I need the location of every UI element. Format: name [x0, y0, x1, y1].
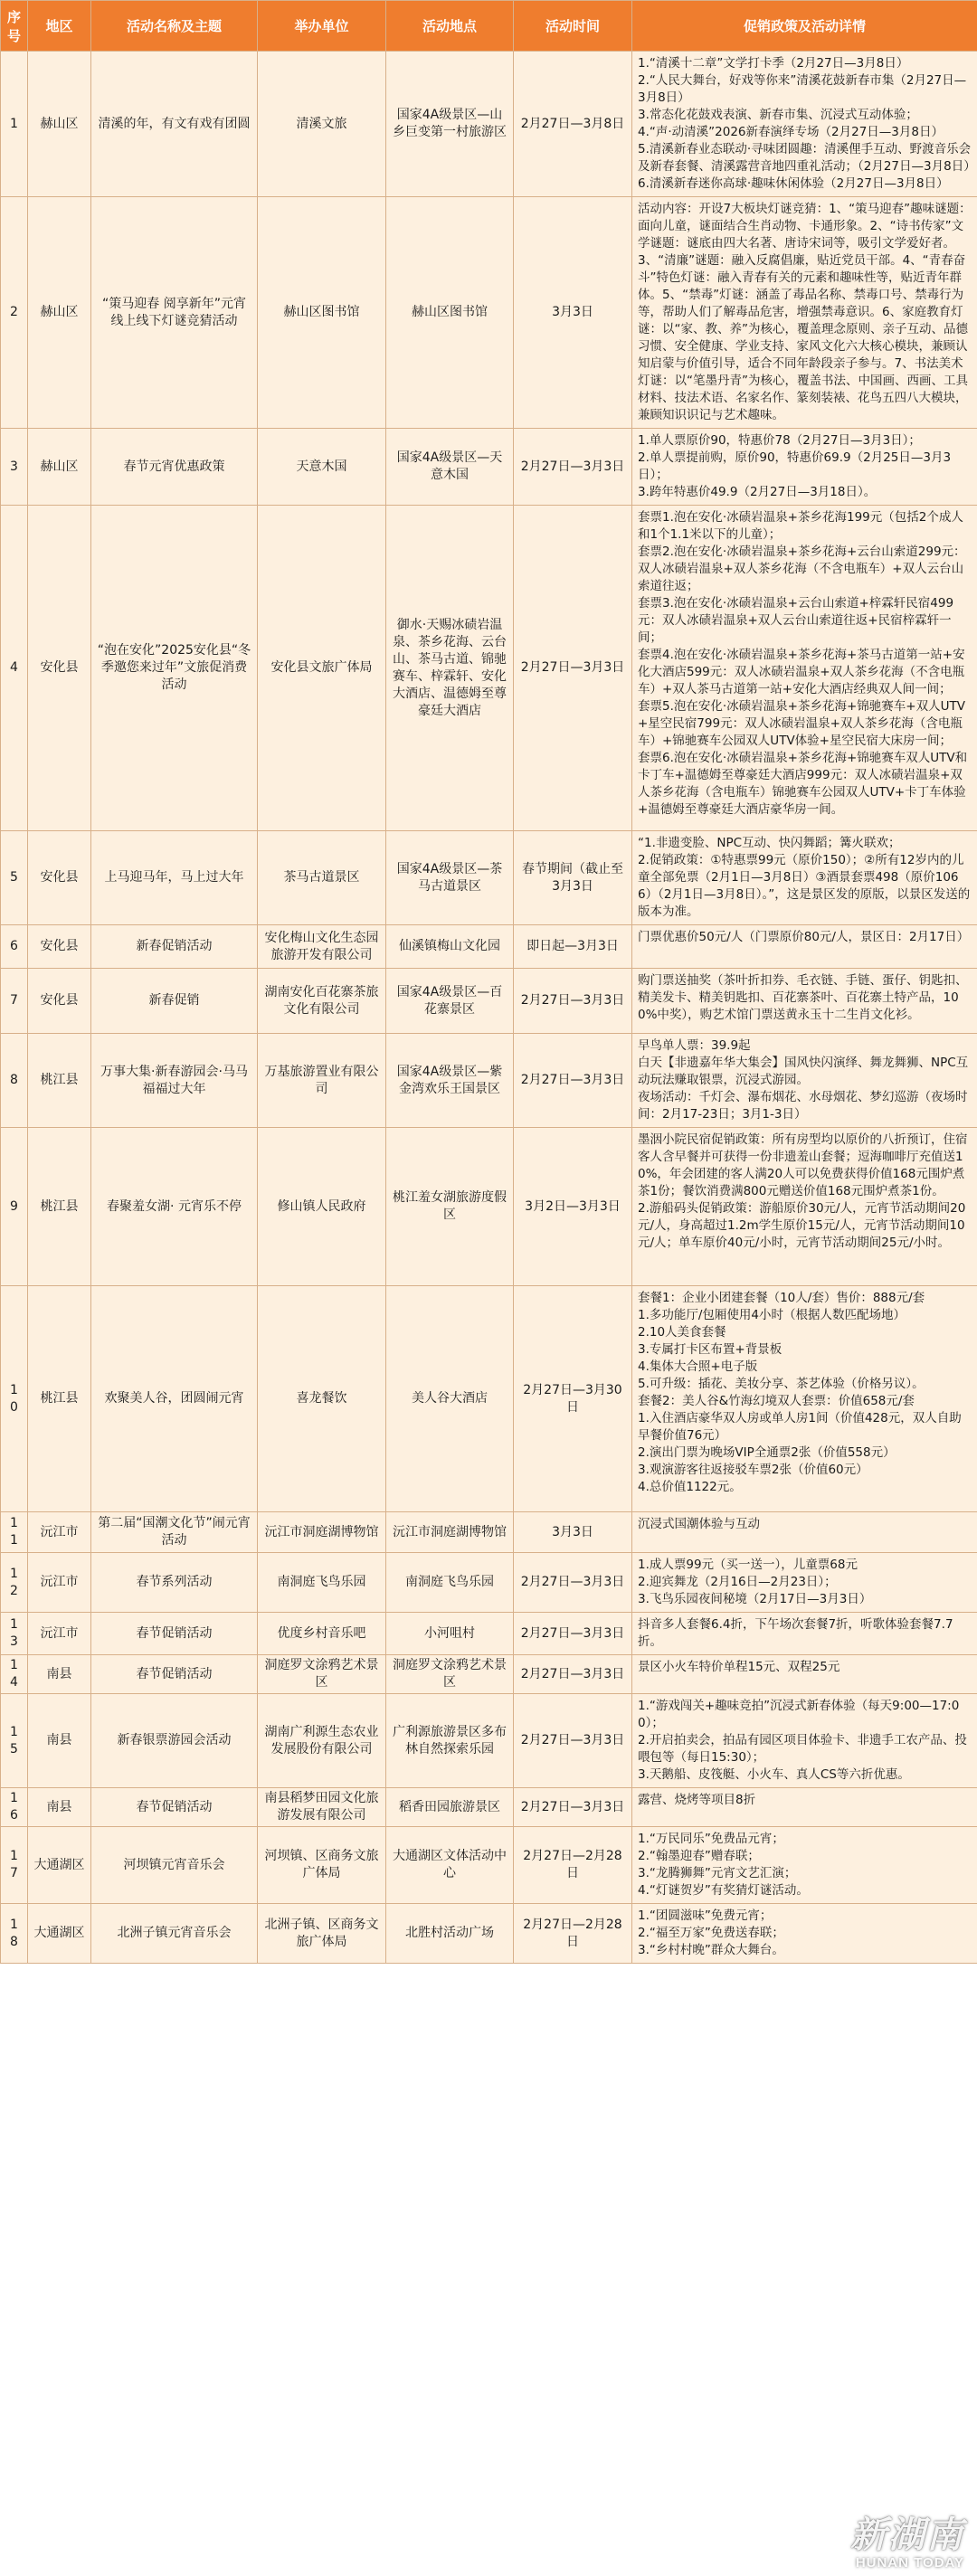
- detail-line: 3.观演游客往返接驳车票2张（价值60元）: [638, 1463, 868, 1477]
- table-row: [1, 1788, 977, 1827]
- row-venue: 小河咀村: [386, 1613, 514, 1655]
- row-details: [632, 1788, 977, 1827]
- row-venue: 国家4A级景区—紫金湾欢乐王国景区: [386, 1034, 514, 1128]
- header-details: 促销政策及活动详情: [632, 1, 977, 52]
- detail-line: 5.清溪新春业态联动·寻味团圆趣：清溪俚手互动、野渡音乐会及新春套餐、清溪露营音地四重礼活动；（2月27日—3月8日）: [638, 142, 976, 174]
- row-details: [632, 429, 977, 506]
- row-details: [632, 1613, 977, 1655]
- row-details: [632, 1827, 977, 1904]
- row-organizer: 茶马古道景区: [258, 831, 386, 925]
- row-event-name: 上马迎马年，马上过大年: [91, 831, 258, 925]
- row-event-name: 春节系列活动: [91, 1553, 258, 1613]
- table-row: [1, 1655, 977, 1694]
- table-row: [1, 429, 977, 506]
- row-index: 9: [1, 1128, 28, 1286]
- row-organizer: 沅江市洞庭湖博物馆: [258, 1512, 386, 1553]
- row-organizer: 河坝镇、区商务文旅广体局: [258, 1827, 386, 1904]
- row-region: 安化县: [28, 831, 91, 925]
- row-index: 14: [1, 1655, 28, 1694]
- detail-line: 露营、烧烤等项目8折: [638, 1793, 756, 1807]
- row-details: [632, 1286, 977, 1512]
- row-region: 赫山区: [28, 52, 91, 197]
- row-organizer: 北洲子镇、区商务文旅广体局: [258, 1904, 386, 1964]
- row-details: [632, 52, 977, 197]
- row-organizer: 安化县文旅广体局: [258, 506, 386, 831]
- row-venue: 御水·天赐冰碛岩温泉、茶乡花海、云台山、茶马古道、锦驰赛车、梓霖轩、安化大酒店、温德姆至尊豪廷大酒店: [386, 506, 514, 831]
- row-event-name: 春节促销活动: [91, 1655, 258, 1694]
- row-organizer: 南洞庭飞鸟乐园: [258, 1553, 386, 1613]
- table-row: [1, 197, 977, 429]
- detail-line: 2.游船码头促销政策：游船原价30元/人，元宵节活动期间20元/人，身高超过1.2m学生原价15元/人，元宵节活动期间10元/人；单车原价40元/小时，元宵节活动期间25元/小时。: [638, 1201, 966, 1250]
- detail-line: 沉浸式国潮体验与互动: [638, 1517, 760, 1531]
- detail-line: 早鸟单人票：39.9起: [638, 1038, 751, 1053]
- row-venue: 北胜村活动广场: [386, 1904, 514, 1964]
- row-event-name: 春聚羞女湖· 元宵乐不停: [91, 1128, 258, 1286]
- row-venue: 洞庭罗文涂鸦艺术景区: [386, 1655, 514, 1694]
- header-region: 地区: [28, 1, 91, 52]
- row-index: 4: [1, 506, 28, 831]
- detail-line: 门票优惠价50元/人（门票原价80元/人，景区日：2月17日）: [638, 930, 970, 944]
- row-region: 沅江市: [28, 1613, 91, 1655]
- table-row: [1, 1512, 977, 1553]
- header-event-name: 活动名称及主题: [91, 1, 258, 52]
- detail-line: 2.促销政策：①特惠票99元（原价150）；②所有12岁内的儿童全部免票（2月1日—3月8日）③酒景套票498（原价1066）（2月1日—3月8日）。”，这是景区发的原版，以景区发送的版本为准。: [638, 853, 971, 919]
- row-venue: 广利源旅游景区多布林自然探索乐园: [386, 1694, 514, 1788]
- row-time: 2月27日—3月3日: [514, 1655, 632, 1694]
- row-index: 17: [1, 1827, 28, 1904]
- table-row: [1, 1553, 977, 1613]
- detail-line: 1.“游戏闯关+趣味竞拍”沉浸式新春体验（每天9:00—17:00）；: [638, 1699, 960, 1730]
- row-region: 大通湖区: [28, 1827, 91, 1904]
- detail-line: 套票1.泡在安化·冰碛岩温泉+茶乡花海199元（包括2个成人和1个1.1米以下的儿童）；: [638, 510, 963, 542]
- table-row: [1, 506, 977, 831]
- row-index: 12: [1, 1553, 28, 1613]
- row-region: 桃江县: [28, 1286, 91, 1512]
- detail-line: 3.“龙腾狮舞”元宵文艺汇演；: [638, 1866, 797, 1880]
- row-time: 2月27日—3月3日: [514, 1034, 632, 1128]
- table-row: [1, 925, 977, 969]
- detail-line: 2.演出门票为晚场VIP全通票2张（价值558元）: [638, 1445, 896, 1460]
- row-organizer: 优度乡村音乐吧: [258, 1613, 386, 1655]
- row-time: 2月27日—3月3日: [514, 506, 632, 831]
- row-index: 8: [1, 1034, 28, 1128]
- row-time: 2月27日—3月3日: [514, 1788, 632, 1827]
- row-organizer: 湖南广利源生态农业发展股份有限公司: [258, 1694, 386, 1788]
- row-venue: 稻香田园旅游景区: [386, 1788, 514, 1827]
- row-region: 桃江县: [28, 1034, 91, 1128]
- detail-line: 墨洇小院民宿促销政策：所有房型均以原价的八折预订，住宿客人含早餐并可获得一份非遗羞山套餐；逗海咖啡厅充值送10%，年会团建的客人满20人可以免费获得价值168元围炉煮茶1份；餐饮消费满800元赠送价值168元围炉煮茶1份。: [638, 1132, 968, 1198]
- detail-line: 2.“人民大舞台，好戏等你来”清溪花鼓新春市集（2月27日—3月8日）: [638, 73, 967, 105]
- table-row: [1, 1694, 977, 1788]
- table-row: [1, 1286, 977, 1512]
- row-venue: 南洞庭飞鸟乐园: [386, 1553, 514, 1613]
- detail-line: 1.成人票99元（买一送一），儿童票68元: [638, 1558, 858, 1572]
- row-time: 2月27日—3月3日: [514, 1694, 632, 1788]
- detail-line: 3.常态化花鼓戏表演、新春市集、沉浸式互动体验；: [638, 108, 918, 122]
- row-organizer: 南县稻梦田园文化旅游发展有限公司: [258, 1788, 386, 1827]
- row-event-name: 万事大集·新春游园会·马马福福过大年: [91, 1034, 258, 1128]
- row-region: 桃江县: [28, 1128, 91, 1286]
- row-organizer: 喜龙餐饮: [258, 1286, 386, 1512]
- row-time: 2月27日—2月28日: [514, 1827, 632, 1904]
- row-index: 6: [1, 925, 28, 969]
- detail-line: 3.专属打卡区布置+背景板: [638, 1342, 783, 1357]
- row-organizer: 天意木国: [258, 429, 386, 506]
- detail-line: 2.单人票提前购，原价90，特惠价69.9（2月25日—3月3日）；: [638, 450, 952, 482]
- row-details: [632, 1034, 977, 1128]
- row-event-name: “泡在安化”2025安化县“冬季邀您来过年”文旅促消费活动: [91, 506, 258, 831]
- row-organizer: 洞庭罗文涂鸦艺术景区: [258, 1655, 386, 1694]
- row-event-name: 欢聚美人谷，团圆闹元宵: [91, 1286, 258, 1512]
- row-index: 11: [1, 1512, 28, 1553]
- detail-line: 1.“万民同乐”免费品元宵；: [638, 1832, 784, 1846]
- row-event-name: 春节促销活动: [91, 1613, 258, 1655]
- row-region: 南县: [28, 1655, 91, 1694]
- detail-line: 5.可升级：插花、美妆分享、茶艺体验（价格另议）。: [638, 1377, 925, 1391]
- detail-line: 活动内容：开设7大板块灯谜竞猜：1、“策马迎春”趣味谜题：面向儿童，谜面结合生肖动物、卡通形象。2、“诗书传家”文学谜题：谜底由四大名著、唐诗宋词等，吸引文学爱好者。3、“清廉”谜题：融入反腐倡廉，贴近党员干部。4、“青春奋斗”特色灯谜：融入青春有关的元素和趣味性等，贴近青年群体。5、“禁毒”灯谜：涵盖了毒品名称、禁毒口号、禁毒行为等，帮助人们了解毒品危害，增强禁毒意识。6、家庭教育灯谜：以“家、教、养”为核心，覆盖理念原则、亲子互动、品德习惯、安全健康、学业支持、家风文化六大核心模块，兼顾认知启蒙与价值引导，适合不同年龄段亲子参与。7、书法美术灯谜：以“笔墨丹青”为核心，覆盖书法、中国画、西画、工具材料、技法术语、名家名作、篆刻装裱、花鸟五四八大模块，兼顾知识识记与艺术趣味。: [638, 202, 972, 422]
- detail-line: 购门票送抽奖（茶叶折扣券、毛衣链、手链、蛋仔、钥匙扣、精美发卡、精美钥匙扣、百花寨茶叶、百花寨土特产品，100%中奖），购艺术馆门票送黄永玉十二生肖文化衫。: [638, 973, 968, 1022]
- row-venue: 仙溪镇梅山文化园: [386, 925, 514, 969]
- row-region: 大通湖区: [28, 1904, 91, 1964]
- detail-line: 4.“声·动清溪”2026新春演绎专场（2月27日—3月8日）: [638, 125, 944, 139]
- row-region: 赫山区: [28, 197, 91, 429]
- row-venue: 沅江市洞庭湖博物馆: [386, 1512, 514, 1553]
- row-time: 2月27日—3月3日: [514, 1613, 632, 1655]
- row-details: [632, 1655, 977, 1694]
- row-region: 安化县: [28, 506, 91, 831]
- row-venue: 国家4A级景区—百花寨景区: [386, 969, 514, 1034]
- row-index: 5: [1, 831, 28, 925]
- news-logo: [850, 2515, 964, 2571]
- detail-line: 2.开启拍卖会，拍品有园区项目体验卡、非遗手工农产品、投喂包等（每日15:30）；: [638, 1733, 967, 1765]
- detail-line: 6.清溪新春迷你高球·趣味休闲体验（2月27日—3月8日）: [638, 176, 949, 191]
- row-event-name: 新春银票游园会活动: [91, 1694, 258, 1788]
- detail-line: 套票2.泡在安化·冰碛岩温泉+茶乡花海+云台山索道299元：双人冰碛岩温泉+双人茶乡花海（不含电瓶车）+双人云台山索道往返；: [638, 545, 966, 593]
- row-organizer: 湖南安化百花寨茶旅文化有限公司: [258, 969, 386, 1034]
- detail-line: 3.天鹅船、皮筏艇、小火车、真人CS等六折优惠。: [638, 1767, 910, 1782]
- row-region: 安化县: [28, 969, 91, 1034]
- row-event-name: 北洲子镇元宵音乐会: [91, 1904, 258, 1964]
- detail-line: 1.“团圆滋味”免费元宵；: [638, 1908, 773, 1923]
- detail-line: 白天【非遗嘉年华大集会】国风快闪演绎、舞龙舞狮、NPC互动玩法赚取银票，沉浸式游园。: [638, 1056, 969, 1087]
- row-time: 2月27日—3月30日: [514, 1286, 632, 1512]
- row-details: [632, 197, 977, 429]
- row-event-name: “策马迎春 阅享新年”元宵线上线下灯谜竞猜活动: [91, 197, 258, 429]
- detail-line: 套票6.泡在安化·冰碛岩温泉+茶乡花海+锦驰赛车双人UTV和卡丁车+温德姆至尊豪廷大酒店999元：双人冰碛岩温泉+双人茶乡花海（含电瓶车）锦驰赛车公园双人UTV+卡丁车体验+温德姆至尊豪廷大酒店豪华房一间。: [638, 751, 968, 817]
- row-details: [632, 1904, 977, 1964]
- detail-line: 1.单人票原价90，特惠价78（2月27日—3月3日）；: [638, 433, 921, 448]
- row-index: 18: [1, 1904, 28, 1964]
- row-time: 春节期间（截止至3月3日: [514, 831, 632, 925]
- detail-line: 1.“清溪十二章”文学打卡季（2月27日—3月8日）: [638, 56, 909, 71]
- row-index: 15: [1, 1694, 28, 1788]
- row-venue: 大通湖区文体活动中心: [386, 1827, 514, 1904]
- detail-line: 2.“翰墨迎春”赠春联；: [638, 1849, 760, 1863]
- row-index: 13: [1, 1613, 28, 1655]
- row-venue: 美人谷大酒店: [386, 1286, 514, 1512]
- row-time: 2月27日—3月3日: [514, 1553, 632, 1613]
- row-region: 沅江市: [28, 1553, 91, 1613]
- row-venue: 国家4A级景区—茶马古道景区: [386, 831, 514, 925]
- table-row: [1, 969, 977, 1034]
- table-header-row: [1, 1, 977, 52]
- row-organizer: 万基旅游置业有限公司: [258, 1034, 386, 1128]
- row-organizer: 赫山区图书馆: [258, 197, 386, 429]
- row-event-name: 清溪的年，有文有戏有团圆: [91, 52, 258, 197]
- row-event-name: 河坝镇元宵音乐会: [91, 1827, 258, 1904]
- detail-line: 景区小火车特价单程15元、双程25元: [638, 1660, 840, 1674]
- row-index: 1: [1, 52, 28, 197]
- row-index: 10: [1, 1286, 28, 1512]
- row-time: 3月3日: [514, 1512, 632, 1553]
- detail-line: 套餐1：企业小团建套餐（10人/套）售价：888元/套: [638, 1291, 925, 1305]
- table-row: [1, 1827, 977, 1904]
- table-body: [1, 52, 977, 1964]
- row-region: 沅江市: [28, 1512, 91, 1553]
- row-time: 2月27日—3月8日: [514, 52, 632, 197]
- row-region: 安化县: [28, 925, 91, 969]
- row-event-name: 新春促销活动: [91, 925, 258, 969]
- header-time: 活动时间: [514, 1, 632, 52]
- row-venue: 国家4A级景区—天意木国: [386, 429, 514, 506]
- table-row: [1, 831, 977, 925]
- detail-line: 1.多功能厅/包厢使用4小时（根据人数匹配场地）: [638, 1308, 906, 1322]
- detail-line: 4.总价值1122元。: [638, 1480, 742, 1494]
- row-index: 7: [1, 969, 28, 1034]
- detail-line: 3.跨年特惠价49.9（2月27日—3月18日）。: [638, 485, 877, 499]
- row-region: 赫山区: [28, 429, 91, 506]
- detail-line: 套票3.泡在安化·冰碛岩温泉+云台山索道+梓霖轩民宿499元：双人冰碛岩温泉+双人云台山索道往返+民宿梓霖轩一间；: [638, 596, 954, 645]
- row-time: 3月3日: [514, 197, 632, 429]
- detail-line: 4.集体大合照+电子版: [638, 1359, 758, 1374]
- row-details: [632, 1128, 977, 1286]
- table-row: [1, 1128, 977, 1286]
- row-details: [632, 1512, 977, 1553]
- header-organizer: 举办单位: [258, 1, 386, 52]
- row-event-name: 春节促销活动: [91, 1788, 258, 1827]
- row-organizer: 修山镇人民政府: [258, 1128, 386, 1286]
- detail-line: 抖音多人套餐6.4折，下午场次套餐7折，听歌体验套餐7.7折。: [638, 1617, 953, 1649]
- row-index: 16: [1, 1788, 28, 1827]
- detail-line: 3.“乡村村晚”群众大舞台。: [638, 1943, 784, 1957]
- row-organizer: 清溪文旅: [258, 52, 386, 197]
- detail-line: 2.“福至万家”免费送春联；: [638, 1926, 784, 1940]
- row-details: [632, 831, 977, 925]
- row-time: 2月27日—3月3日: [514, 429, 632, 506]
- detail-line: 套票5.泡在安化·冰碛岩温泉+茶乡花海+锦驰赛车+双人UTV+星空民宿799元：双人冰碛岩温泉+双人茶乡花海（含电瓶车）+锦驰赛车公园双人UTV体验+星空民宿大床房一间；: [638, 699, 965, 748]
- header-index: 序号: [1, 1, 28, 52]
- row-time: 3月2日—3月3日: [514, 1128, 632, 1286]
- table-row: [1, 52, 977, 197]
- row-index: 2: [1, 197, 28, 429]
- detail-line: 2.迎宾舞龙（2月16日—2月23日）；: [638, 1575, 837, 1589]
- detail-line: 1.入住酒店豪华双人房或单人房1间（价值428元，双人自助早餐价值76元）: [638, 1411, 962, 1443]
- row-venue: 国家4A级景区—山乡巨变第一村旅游区: [386, 52, 514, 197]
- row-region: 南县: [28, 1788, 91, 1827]
- news-logo-subtitle: HUNAN TODAY: [855, 2555, 964, 2571]
- row-details: [632, 1694, 977, 1788]
- detail-line: 4.“灯谜贺岁”有奖猜灯谜活动。: [638, 1883, 809, 1898]
- row-venue: 赫山区图书馆: [386, 197, 514, 429]
- row-time: 2月27日—3月3日: [514, 969, 632, 1034]
- header-venue: 活动地点: [386, 1, 514, 52]
- row-event-name: 新春促销: [91, 969, 258, 1034]
- row-details: [632, 925, 977, 969]
- detail-line: “1.非遗变脸、NPC互动、快闪舞蹈；篝火联欢；: [638, 836, 901, 850]
- row-organizer: 安化梅山文化生态园旅游开发有限公司: [258, 925, 386, 969]
- table-row: [1, 1904, 977, 1964]
- row-venue: 桃江羞女湖旅游度假区: [386, 1128, 514, 1286]
- row-details: [632, 506, 977, 831]
- detail-line: 夜场活动：千灯会、瀑布烟花、水母烟花、梦幻巡游（夜场时间：2月17-23日；3月1-3日）: [638, 1090, 968, 1122]
- row-region: 南县: [28, 1694, 91, 1788]
- row-event-name: 春节元宵优惠政策: [91, 429, 258, 506]
- detail-line: 套票4.泡在安化·冰碛岩温泉+茶乡花海+茶马古道第一站+安化大酒店599元：双人冰碛岩温泉+双人茶乡花海（不含电瓶车）+双人茶马古道第一站+安化大酒店经典双人间一间；: [638, 648, 965, 696]
- row-event-name: 第二届“国潮文化节”闹元宵活动: [91, 1512, 258, 1553]
- detail-line: 2.10人美食套餐: [638, 1325, 726, 1340]
- row-index: 3: [1, 429, 28, 506]
- row-time: 即日起—3月3日: [514, 925, 632, 969]
- row-details: [632, 969, 977, 1034]
- row-details: [632, 1553, 977, 1613]
- detail-line: 3.飞鸟乐园夜间秘境（2月17日—3月3日）: [638, 1592, 872, 1606]
- detail-line: 套餐2：美人谷&竹海幻境双人套票：价值658元/套: [638, 1394, 915, 1408]
- news-logo-mark: 新湖南: [850, 2514, 964, 2556]
- table-row: [1, 1613, 977, 1655]
- table-row: [1, 1034, 977, 1128]
- row-time: 2月27日—2月28日: [514, 1904, 632, 1964]
